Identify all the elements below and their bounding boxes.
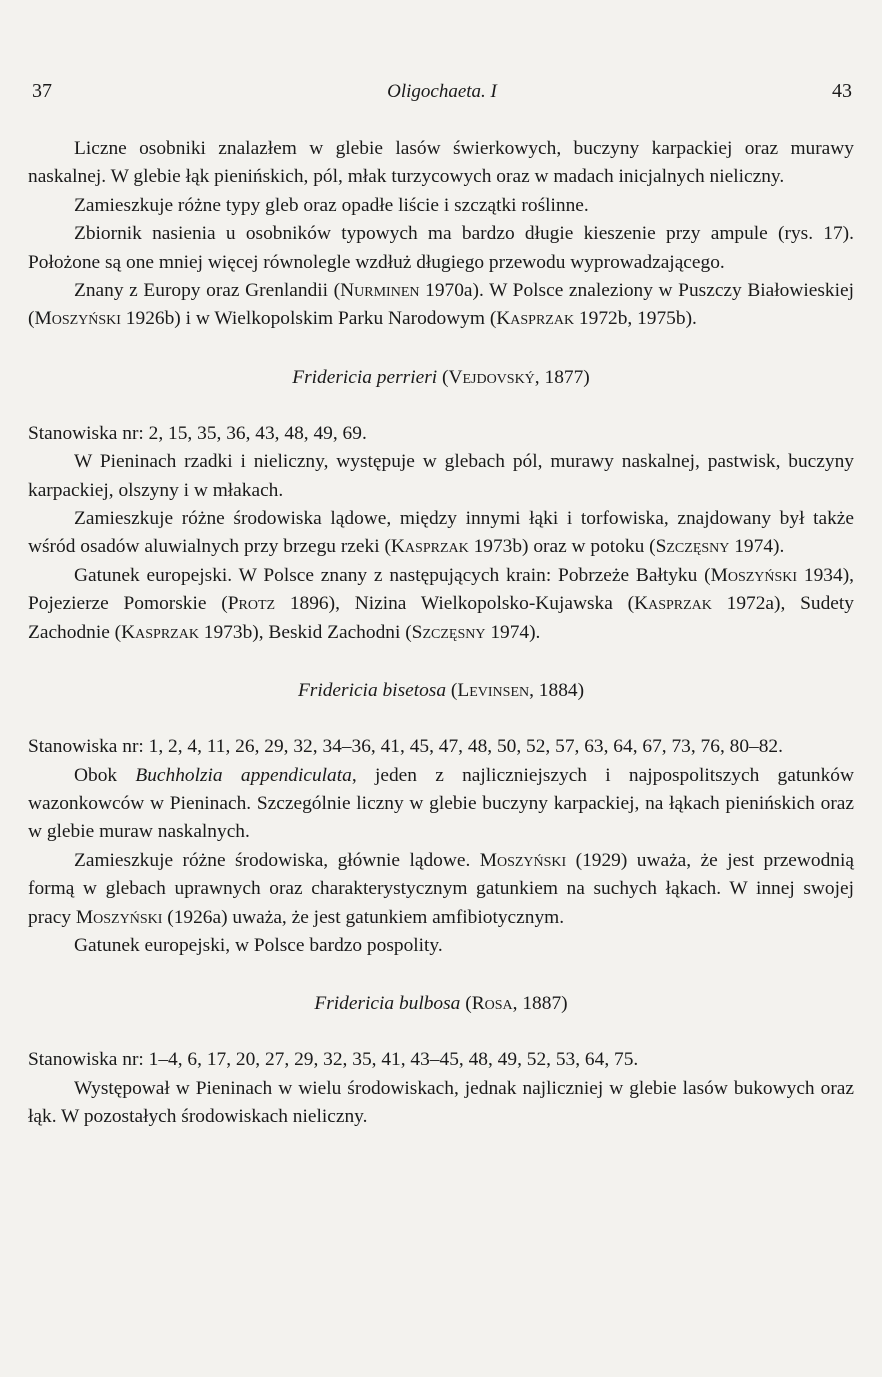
species-author: Rosa (471, 993, 513, 1015)
intro-paragraph-1: Liczne osobniki znalazłem w glebie lasów świerkowych, buczyny karpackiej oraz murawy naskalnej. W glebie łąk pienińskich, pól, młak turzycowych oraz w madach inicjalnych nieliczny. (28, 138, 854, 188)
author-citation: Kasprzak (121, 621, 199, 643)
right-page-number: 43 (831, 80, 852, 102)
species-author: Vejdovský (448, 366, 535, 388)
author-citation: Kasprzak (496, 308, 575, 330)
intro-paragraph-4: Znany z Europy oraz Grenlandii (Nurminen 1970a). W Polsce znaleziony w Puszczy Białowieskiej (Moszyński 1926b) i w Wielkopolskim Parku Narodowym (Kasprzak 1972b, 1975b). (28, 280, 854, 330)
species-name: Fridericia perrieri (292, 366, 438, 388)
species-paragraph: Obok Buchholzia appendiculata, jeden z najliczniejszych i najpospolitszych gatunków wazonkowców w Pieninach. Szczególnie liczny w glebie buczyny karpackiej, na łąkach pienińskich oraz w glebie muraw naskalnych. (28, 764, 855, 843)
author-citation: Szczęsny (411, 621, 486, 643)
author-citation: Protz (227, 593, 276, 615)
species-name: Fridericia bulbosa (314, 993, 461, 1015)
species-paragraph: Zamieszkuje różne środowiska lądowe, między innymi łąki i torfowiska, znajdowany był także wśród osadów aluwialnych przy brzegu rzeki (Kasprzak 1973b) oraz w potoku (Szczęsny 1974). (28, 508, 854, 558)
species-paragraph: Występował w Pieninach w wielu środowiskach, jednak najliczniej w glebie lasów bukowych oraz łąk. W pozostałych środowiskach nieliczny. (28, 1077, 854, 1128)
intro-paragraph-2: Zamieszkuje różne typy gleb oraz opadłe liście i szczątki roślinne. (74, 194, 589, 216)
intro-paragraph-3: Zbiornik nasienia u osobników typowych ma bardzo długie kieszenie przy ampule (rys. 17). Położone są one mniej więcej równolegle wzdłuż długiego przewodu wyprowadzającego. (28, 223, 854, 273)
author-citation: Moszyński (710, 564, 798, 586)
species-heading-fridericia-bisetosa: Fridericia bisetosa (Levinsen, 1884) (297, 680, 585, 702)
author-citation: Moszyński (34, 308, 121, 330)
author-citation: Nurminen (340, 280, 420, 302)
species-heading-fridericia-perrieri: Fridericia perrieri (Vejdovský, 1877) (292, 366, 590, 388)
species-author: Levinsen (457, 680, 530, 702)
page-header (28, 80, 854, 103)
species-name: Fridericia bisetosa (297, 680, 447, 702)
author-citation: Kasprzak (634, 593, 712, 615)
author-citation: Szczęsny (655, 536, 730, 558)
species-paragraph: Zamieszkuje różne środowiska, głównie lądowe. Moszyński (1929) uważa, że jest przewodnią formą w glebach uprawnych oraz charakterystycznym gatunkiem na suchych łąkach. W innej swojej pracy Moszyński (1926a) uważa, że jest gatunkiem amfibiotycznym. (28, 849, 854, 928)
station-list: Stanowiska nr: 1–4, 6, 17, 20, 27, 29, 32, 35, 41, 43–45, 48, 49, 52, 53, 64, 75. (28, 1049, 639, 1071)
author-citation: Kasprzak (390, 536, 469, 558)
author-citation: Moszyński (75, 906, 163, 928)
species-paragraph: W Pieninach rzadki i nieliczny, występuje w glebach pól, murawy naskalnej, pastwisk, buczyny karpackiej, olszyny i w młakach. (28, 451, 854, 501)
species-name-inline: Buchholzia appendiculata (135, 764, 352, 786)
species-heading-fridericia-bulbosa: Fridericia bulbosa (Rosa, 1887) (314, 993, 568, 1015)
left-page-number: 37 (32, 80, 52, 102)
page (28, 80, 854, 1132)
station-list: Stanowiska nr: 1, 2, 4, 11, 26, 29, 32, 34–36, 41, 45, 47, 48, 50, 52, 57, 63, 64, 67, 73, 76, 80–82. (28, 736, 783, 758)
running-title: Oligochaeta. I (387, 81, 497, 102)
station-list: Stanowiska nr: 2, 15, 35, 36, 43, 48, 49, 69. (28, 422, 367, 444)
species-paragraph: Gatunek europejski, w Polsce bardzo pospolity. (74, 934, 443, 956)
species-paragraph: Gatunek europejski. W Polsce znany z następujących krain: Pobrzeże Bałtyku (Moszyński 1934), Pojezierze Pomorskie (Protz 1896), Nizina Wielkopolsko-Kujawska (Kasprzak 1972a), Sudety Zachodnie (Kasprzak 1973b), Beskid Zachodni (Szczęsny 1974). (28, 564, 854, 643)
author-citation: Moszyński (479, 849, 567, 871)
